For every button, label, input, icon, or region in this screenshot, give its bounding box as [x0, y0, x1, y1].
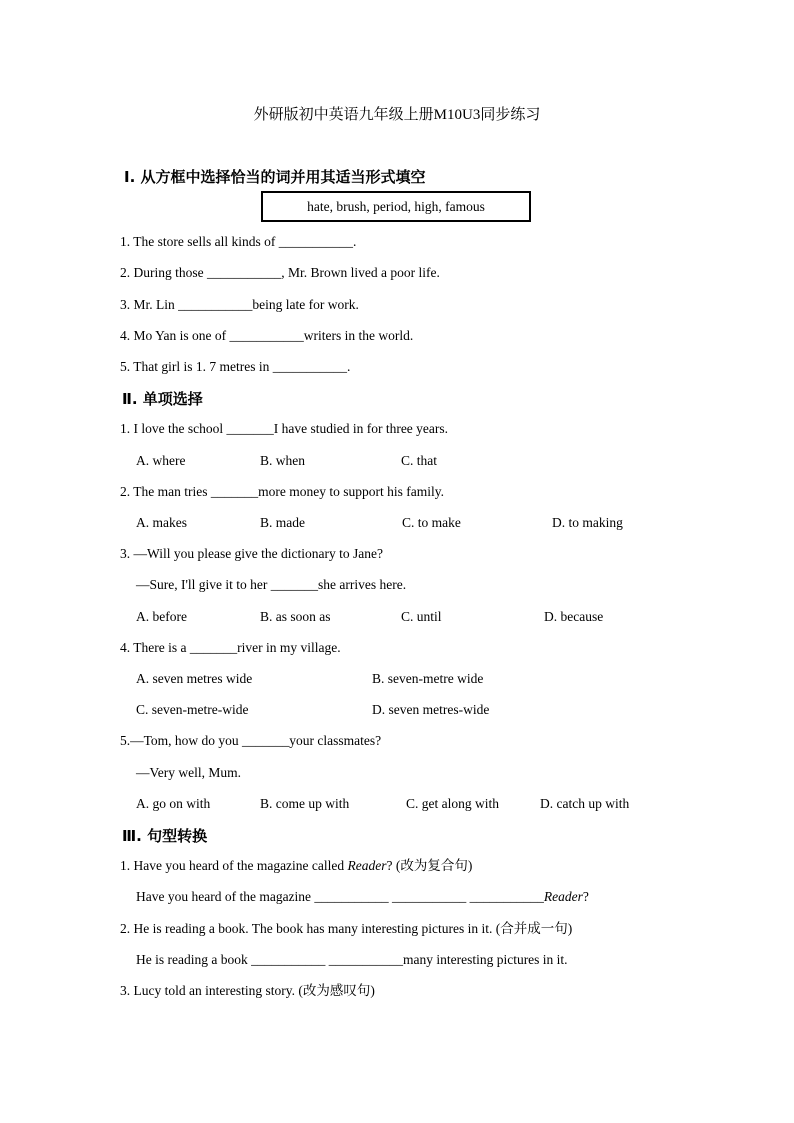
s1-item-1: 1. The store sells all kinds of ___________. [120, 234, 357, 249]
s2-q3-reply: —Sure, I'll give it to her _______she arrives here. [136, 577, 407, 592]
s1-item-4: 4. Mo Yan is one of ___________writers in the world. [120, 328, 414, 343]
s2-q3-option-d: D. because [544, 609, 604, 624]
s2-q5-option-b: B. come up with [260, 796, 350, 811]
s2-q5-option-a: A. go on with [136, 796, 211, 811]
section-2-heading: Ⅱ. 单项选择 [122, 390, 203, 408]
s1-item-2: 2. During those ___________, Mr. Brown lived a poor life. [120, 265, 440, 280]
s3-q2-stem: 2. He is reading a book. The book has many interesting pictures in it. (合并成一句) [120, 921, 573, 936]
s2-q2-option-a: A. makes [136, 515, 187, 530]
s3-q1-stem [120, 859, 472, 873]
s3-q1-stem-magazine: Reader [347, 858, 387, 873]
s1-item-3: 3. Mr. Lin ___________being late for work. [120, 297, 359, 312]
s2-q2-stem: 2. The man tries _______more money to support his family. [120, 484, 444, 499]
s2-q1-option-c: C. that [401, 453, 437, 468]
s2-q3-option-a: A. before [136, 609, 187, 624]
section-3-heading: Ⅲ. 句型转换 [122, 827, 208, 845]
s2-q3-option-b: B. as soon as [260, 609, 331, 624]
word-box [261, 191, 531, 222]
s2-q3-stem: 3. —Will you please give the dictionary to Jane? [120, 546, 384, 561]
s2-q2-option-d: D. to making [552, 515, 623, 530]
s2-q1-stem: 1. I love the school _______I have studied in for three years. [120, 421, 449, 436]
s2-q1-option-b: B. when [260, 453, 305, 468]
s2-q4-option-d: D. seven metres-wide [372, 702, 490, 717]
word-box-text: hate, brush, period, high, famous [307, 198, 485, 214]
s3-q1-answer-post: ? [582, 889, 589, 904]
s3-q1-answer-magazine: Reader [543, 889, 583, 904]
s1-item-5: 5. That girl is 1. 7 metres in ___________. [120, 359, 351, 374]
s3-q1-stem-post: ? (改为复合句) [386, 858, 473, 873]
s2-q5-option-d: D. catch up with [540, 796, 630, 811]
s2-q3-option-c: C. until [401, 609, 442, 624]
s2-q5-option-c: C. get along with [406, 796, 499, 811]
s2-q2-option-b: B. made [260, 515, 305, 530]
s3-q1-answer-line [136, 890, 589, 904]
s2-q5-reply: —Very well, Mum. [136, 765, 241, 780]
s2-q1-option-a: A. where [136, 453, 186, 468]
s3-q3-stem: 3. Lucy told an interesting story. (改为感叹句) [120, 983, 375, 998]
s3-q2-answer-line: He is reading a book ___________ ___________many interesting pictures in it. [136, 952, 568, 967]
s2-q5-stem: 5.—Tom, how do you _______your classmates? [120, 733, 382, 748]
s2-q2-option-c: C. to make [402, 515, 461, 530]
s3-q1-stem-pre: 1. Have you heard of the magazine called [120, 858, 348, 873]
page-title: 外研版初中英语九年级上册M10U3同步练习 [253, 107, 541, 123]
section-1-heading: Ⅰ. 从方框中选择恰当的词并用其适当形式填空 [124, 168, 426, 186]
s3-q1-answer-pre: Have you heard of the magazine ___________ ___________ ___________ [136, 889, 544, 904]
s2-q4-option-c: C. seven-metre-wide [136, 702, 249, 717]
s2-q4-option-a: A. seven metres wide [136, 671, 253, 686]
s2-q4-stem: 4. There is a _______river in my village. [120, 640, 341, 655]
s2-q4-option-b: B. seven-metre wide [372, 671, 484, 686]
